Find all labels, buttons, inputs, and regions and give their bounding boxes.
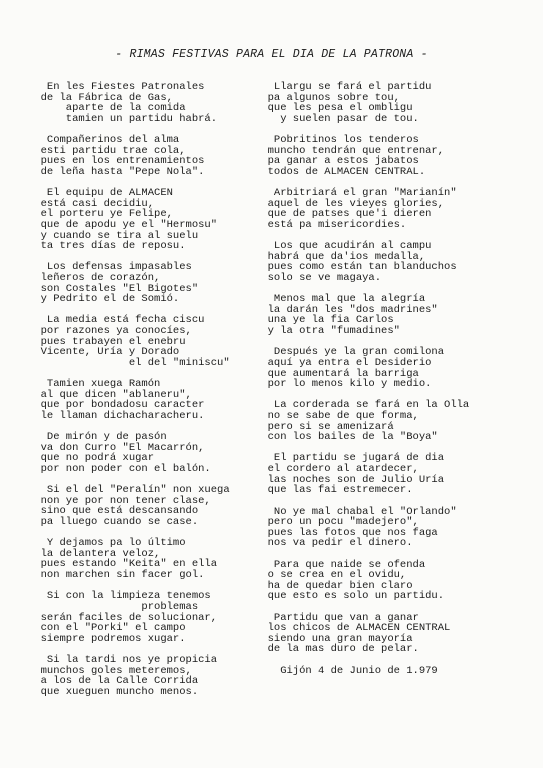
verse-line: y Pedrito el de Somió. bbox=[28, 293, 180, 306]
verse-line: leñeros de corazón, bbox=[28, 271, 161, 284]
verse-line: que de patses que'i dieren bbox=[255, 208, 432, 221]
stanza bbox=[255, 507, 530, 549]
stanza bbox=[28, 82, 278, 124]
verse-line: pues trabayen el enebru bbox=[28, 335, 186, 348]
verse-line: que aumentará la barriga bbox=[255, 367, 419, 380]
verse-line: pues en los entrenamientos bbox=[28, 155, 205, 168]
verse-line: habrá que da'ios medalla, bbox=[255, 250, 426, 263]
stanza bbox=[28, 315, 278, 368]
verse-line: No ye mal chabal el "Orlando" bbox=[255, 505, 457, 518]
verse-line: son Costales "El Bigotes" bbox=[28, 282, 199, 295]
verse-line: non ye por non tener clase, bbox=[28, 494, 211, 507]
stanza bbox=[255, 241, 530, 283]
verse-line: de leña hasta "Pepe Nola". bbox=[28, 165, 205, 178]
stanza bbox=[255, 294, 530, 336]
verse-line: por razones ya conocíes, bbox=[28, 325, 192, 338]
verse-line: está pa misericordies. bbox=[255, 218, 407, 231]
verse-line: y cuando se tira al suelu bbox=[28, 229, 199, 242]
verse-line: al que dicen "ablaneru", bbox=[28, 388, 192, 401]
verse-line: Los defensas impasables bbox=[28, 261, 192, 274]
verse-line: Y dejamos pa lo último bbox=[28, 537, 186, 550]
verse-line: que de apodu ye el "Hermosu" bbox=[28, 218, 218, 231]
verse-line: de la mas duro de pelar. bbox=[255, 643, 419, 656]
verse-line: pues estando "Keita" en ella bbox=[28, 558, 218, 571]
verse-line: que no podrá xugar bbox=[28, 452, 155, 465]
verse-line: está casi decidiu, bbox=[28, 197, 155, 210]
stanza bbox=[28, 538, 278, 580]
verse-line: las noches son de Julio Uría bbox=[255, 473, 445, 486]
stanza bbox=[28, 379, 278, 421]
verse-line: una ye la fia Carlos bbox=[255, 314, 394, 327]
stanza bbox=[28, 655, 278, 697]
verse-line: y suelen pasar de tou. bbox=[255, 112, 419, 125]
stanza bbox=[28, 591, 278, 644]
verse-line: Llargu se fará el partidu bbox=[255, 81, 432, 93]
verse-line: que las fai estremecer. bbox=[255, 484, 413, 497]
stanza bbox=[255, 560, 530, 602]
stanza bbox=[28, 432, 278, 474]
verse-line: non marchen sin facer gol. bbox=[28, 569, 205, 582]
stanza bbox=[255, 453, 530, 495]
verse-line: Después ye la gran comilona bbox=[255, 346, 445, 359]
verse-line: tamien un partidu habrá. bbox=[28, 112, 218, 125]
verse-line: ta tres días de reposu. bbox=[28, 240, 186, 253]
verse-line: sino que está descansando bbox=[28, 505, 199, 518]
stanza bbox=[28, 188, 278, 252]
verse-line: los chicos de ALMACEN CENTRAL bbox=[255, 622, 451, 635]
verse-line: el porteru ye Felipe, bbox=[28, 208, 173, 221]
verse-line: nos va pedir el dinero. bbox=[255, 537, 413, 550]
verse-line: serán faciles de solucionar, bbox=[28, 611, 218, 624]
verse-line: por non poder con el balón. bbox=[28, 462, 211, 475]
stanza bbox=[255, 613, 530, 655]
verse-line: Partidu que van a ganar bbox=[255, 611, 419, 624]
stanza bbox=[255, 188, 530, 230]
document-title: - RIMAS FESTIVAS PARA EL DIA DE LA PATRONA - bbox=[115, 48, 428, 61]
stanza bbox=[255, 135, 530, 177]
right-stanzas bbox=[255, 82, 530, 655]
verse-line: solo se ve magaya. bbox=[255, 271, 382, 284]
date-signature: Gijón 4 de Junio de 1.979 bbox=[255, 664, 438, 677]
verse-line: pa lluego cuando se case. bbox=[28, 516, 199, 528]
verse-line: Vicente, Uría y Dorado bbox=[28, 346, 180, 359]
verse-line: la darán les "dos madrines" bbox=[255, 303, 438, 316]
verse-line: Si con la limpieza tenemos bbox=[28, 590, 211, 603]
verse-line: problemas bbox=[28, 600, 199, 613]
stanza bbox=[28, 262, 278, 304]
verse-line: pa ganar a estos jabatos bbox=[255, 155, 419, 168]
verse-line: Menos mal que la alegría bbox=[255, 293, 426, 306]
verse-line: aquel de les vieyes glories, bbox=[255, 197, 445, 210]
verse-line: El partidu se jugará de dia bbox=[255, 452, 445, 465]
verse-line: que esto es solo un partidu. bbox=[255, 590, 445, 603]
verse-line: no se sabe de que forma, bbox=[255, 409, 419, 422]
verse-line: Tamien xuega Ramón bbox=[28, 378, 161, 391]
verse-line: todos de ALMACEN CENTRAL. bbox=[255, 165, 426, 178]
verse-line: con los bailes de la "Boya" bbox=[255, 431, 438, 444]
verse-line: En les Fiestes Patronales bbox=[28, 81, 205, 93]
verse-line: siendo una gran mayoría bbox=[255, 632, 413, 645]
verse-line: siempre podremos xugar. bbox=[28, 632, 186, 645]
verse-line: de la Fábrica de Gas, bbox=[28, 91, 173, 104]
verse-line: aparte de la comida bbox=[28, 102, 186, 115]
verse-line: el cordero al atardecer, bbox=[255, 463, 419, 476]
stanza bbox=[255, 82, 530, 124]
verse-line: a los de la Calle Corrida bbox=[28, 675, 199, 688]
verse-line: por lo menos kilo y medio. bbox=[255, 378, 432, 391]
stanza bbox=[255, 347, 530, 389]
verse-line: esti partidu trae cola, bbox=[28, 144, 186, 157]
verse-line: De mirón y de pasón bbox=[28, 431, 167, 444]
verse-line: el del "miniscu" bbox=[28, 356, 230, 369]
stanza bbox=[255, 400, 530, 442]
verse-line: Pobritinos los tenderos bbox=[255, 134, 419, 147]
verse-line: Los que acudirán al campu bbox=[255, 240, 432, 253]
verse-line: y la otra "fumadines" bbox=[255, 325, 400, 338]
verse-line: Arbitriará el gran "Marianín" bbox=[255, 187, 457, 200]
verse-line: le llaman dichacharacheru. bbox=[28, 409, 205, 422]
verse-line: ha de quedar bien claro bbox=[255, 579, 413, 592]
verse-line: La media está fecha ciscu bbox=[28, 314, 205, 327]
stanza bbox=[28, 485, 278, 527]
verse-line: Compañerinos del alma bbox=[28, 134, 180, 147]
verse-line: que xueguen muncho menos. bbox=[28, 685, 199, 698]
verse-line: pues las fotos que nos faga bbox=[255, 526, 438, 539]
verse-line: o se crea en el ovidu, bbox=[255, 569, 407, 582]
verse-line: pues como están tan blanduchos bbox=[255, 261, 457, 274]
right-poem-column bbox=[255, 82, 530, 676]
verse-line: Si el del "Peralín" non xuega bbox=[28, 484, 230, 497]
verse-line: La corderada se fará en la Olla bbox=[255, 399, 470, 412]
verse-line: que por bondadosu caracter bbox=[28, 399, 205, 412]
verse-line: pero si se amenizará bbox=[255, 420, 394, 433]
verse-line: que les pesa el ombligu bbox=[255, 102, 413, 115]
verse-line: la delantera veloz, bbox=[28, 547, 161, 560]
verse-line: munchos goles meteremos, bbox=[28, 664, 192, 677]
left-poem-column bbox=[28, 82, 278, 708]
verse-line: pa algunos sobre tou, bbox=[255, 91, 400, 104]
verse-line: va don Curro "El Macarrón, bbox=[28, 441, 205, 454]
verse-line: muncho tendrán que entrenar, bbox=[255, 144, 445, 157]
stanza bbox=[28, 135, 278, 177]
verse-line: Para que naide se ofenda bbox=[255, 558, 426, 571]
verse-line: con el "Porki" el campo bbox=[28, 622, 186, 635]
verse-line: Si la tardi nos ye propicia bbox=[28, 654, 218, 666]
verse-line: aquí ya entra el Desiderio bbox=[255, 356, 432, 369]
verse-line: pero un pocu "madejero", bbox=[255, 516, 419, 529]
verse-line: El equipu de ALMACEN bbox=[28, 187, 173, 200]
